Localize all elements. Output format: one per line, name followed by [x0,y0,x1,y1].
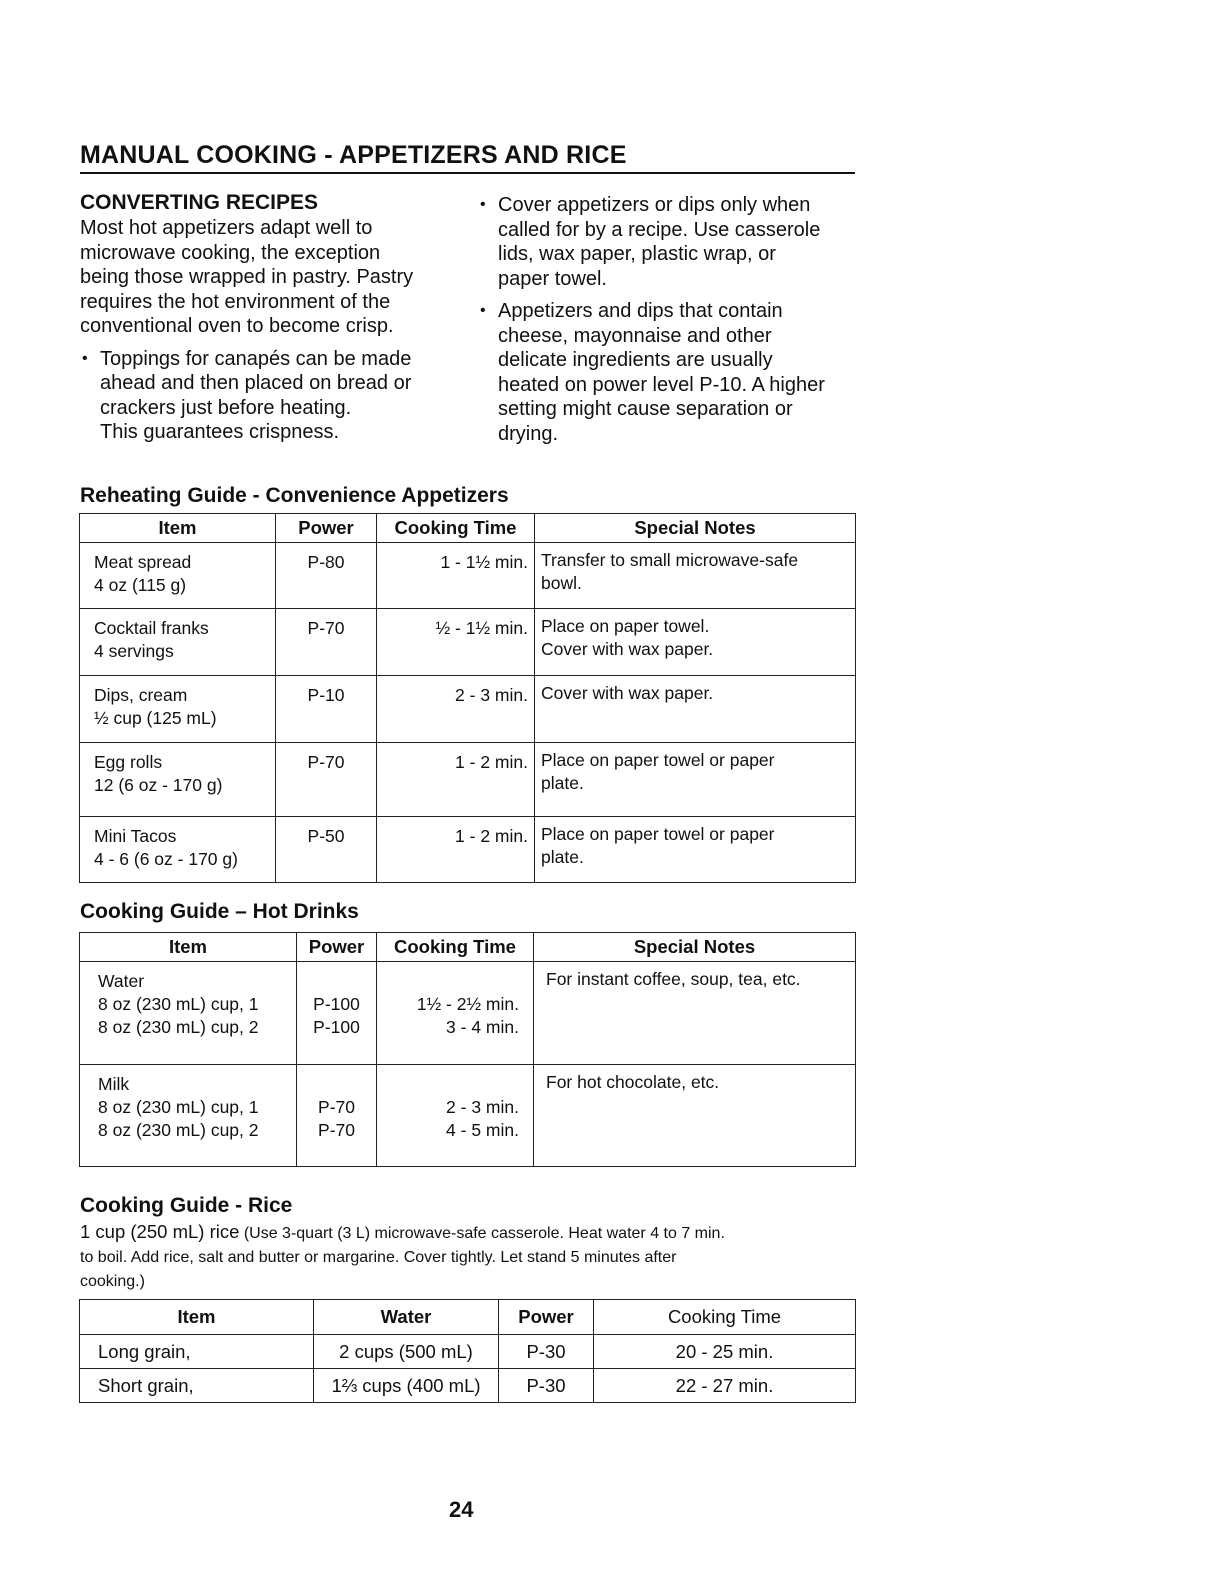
header-item: Item [80,933,297,962]
note-line: plate. [541,847,584,867]
note-line: plate. [541,773,584,793]
cooking-time: 1 - 2 min. [455,752,528,772]
header-special-notes: Special Notes [534,933,856,962]
note-line: bowl. [541,573,582,593]
bullet-line: called for by a recipe. Use casserole [498,218,821,241]
item-name: Mini Tacos [94,826,177,846]
water-amount: 2 cups (500 mL) [314,1335,499,1369]
header-cooking-time: Cooking Time [377,514,535,543]
paragraph-line: conventional oven to become crisp. [80,315,394,337]
header-special-notes: Special Notes [535,514,856,543]
item-amount: 12 (6 oz - 170 g) [94,775,223,795]
note-line: Cover with wax paper. [541,639,714,659]
table-row [80,609,856,676]
power-level: P-70 [318,1120,355,1140]
table-header-row [80,514,856,543]
bullet-line: heated on power level P-10. A higher [498,373,825,396]
drink-name: Milk [98,1074,130,1094]
cooking-time: 2 - 3 min. [446,1097,519,1117]
bullet-line: delicate ingredients are usually [498,349,773,371]
item-amount: 4 oz (115 g) [94,575,187,595]
power-level: P-100 [313,994,360,1014]
bullet-line: cheese, mayonnaise and other [498,324,772,347]
page-number: 24 [449,1497,474,1522]
power-level: P-100 [313,1017,360,1037]
rice-intro-text: (Use 3-quart (3 L) microwave-safe casserole. Heat water 4 to 7 min. [239,1225,725,1242]
table-row [80,743,856,817]
item-name: Cocktail franks [94,618,209,638]
bullet-line: ahead and then placed on bread or [100,372,412,394]
note-line: Cover with wax paper. [541,683,714,703]
item-name: Egg rolls [94,752,163,772]
header-power: Power [499,1300,594,1335]
item-name: Meat spread [94,552,192,572]
rice-intro-text: to boil. Add rice, salt and butter or margarine. Cover tightly. Let stand 5 minutes after [80,1249,677,1266]
power-level: P-70 [318,1097,355,1117]
header-item: Item [80,514,276,543]
note-line: Place on paper towel or paper [541,824,775,844]
bullet-line: crackers just before heating. [100,396,352,419]
power-level: P-70 [307,618,345,638]
header-cooking-time: Cooking Time [594,1300,856,1335]
rice-intro-text: cooking.) [80,1273,145,1290]
bullet-cover [478,193,858,291]
cooking-time: 3 - 4 min. [446,1017,519,1037]
note-line: For instant coffee, soup, tea, etc. [546,969,801,989]
header-water: Water [314,1300,499,1335]
hot-drinks-table [79,932,856,1167]
cooking-time: 1½ - 2½ min. [416,994,519,1014]
rice-intro-lead: 1 cup (250 mL) rice [80,1221,240,1242]
bullet-line: setting might cause separation or [498,398,793,420]
table-header-row [80,1300,856,1335]
bullet-line: • Appetizers and dips that contain [498,300,783,322]
power-level: P-80 [307,552,345,572]
converting-paragraph [80,216,460,339]
table-row [80,543,856,609]
header-power: Power [297,933,377,962]
bullet-line: • Cover appetizers or dips only when [498,194,811,216]
bullet-line: paper towel. [498,267,607,290]
item-amount: ½ cup (125 mL) [94,708,217,728]
cooking-time: ½ - 1½ min. [435,618,528,638]
bullet-line: This guarantees crispness. [100,421,340,443]
paragraph-line: Most hot appetizers adapt well to [80,217,373,239]
bullet-dips [478,299,858,446]
note-line: Transfer to small microwave-safe [541,550,799,570]
cooking-time: 22 - 27 min. [594,1369,856,1403]
item-amount: 4 servings [94,641,174,661]
power-level: P-70 [307,752,345,772]
table-row [80,1369,856,1403]
note-line: For hot chocolate, etc. [546,1072,720,1092]
converting-recipes-section [80,190,460,445]
page-title: MANUAL COOKING - APPETIZERS AND RICE [80,140,855,174]
bullet-line: • Toppings for canapés can be made [100,347,412,370]
cooking-time: 20 - 25 min. [594,1335,856,1369]
drink-amount: 8 oz (230 mL) cup, 2 [98,1120,259,1140]
table-row [80,1065,856,1167]
cooking-time: 1 - 1½ min. [440,552,528,572]
note-line: Place on paper towel or paper [541,750,775,770]
converting-recipes-heading: CONVERTING RECIPES [80,191,319,214]
note-line: Place on paper towel. [541,616,710,636]
paragraph-line: being those wrapped in pastry. Pastry [80,266,414,288]
rice-table [79,1299,856,1403]
item-name: Dips, cream [94,685,188,705]
header-cooking-time: Cooking Time [377,933,534,962]
reheating-guide-title: Reheating Guide - Convenience Appetizers [80,484,509,507]
bullet-toppings [80,347,460,445]
paragraph-line: requires the hot environment of the [80,290,391,313]
rice-instructions [80,1220,870,1294]
power-level: P-50 [307,826,345,846]
table-row [80,962,856,1065]
right-column-bullets [478,193,858,446]
header-power: Power [276,514,377,543]
paragraph-line: microwave cooking, the exception [80,241,381,264]
table-header-row [80,933,856,962]
rice-type: Short grain, [98,1374,194,1396]
power-level: P-30 [499,1335,594,1369]
water-amount: 1⅔ cups (400 mL) [314,1369,499,1403]
power-level: P-30 [499,1369,594,1403]
drink-amount: 8 oz (230 mL) cup, 1 [98,994,259,1014]
power-level: P-10 [307,685,345,705]
drink-amount: 8 oz (230 mL) cup, 2 [98,1017,259,1037]
drink-name: Water [98,971,145,991]
rice-guide-title: Cooking Guide - Rice [80,1194,293,1217]
bullet-line: lids, wax paper, plastic wrap, or [498,243,776,265]
table-row [80,1335,856,1369]
table-row [80,676,856,743]
hot-drinks-guide-title: Cooking Guide – Hot Drinks [80,900,359,923]
rice-type: Long grain, [98,1340,191,1362]
cooking-time: 4 - 5 min. [446,1120,519,1140]
table-row [80,817,856,883]
bullet-line: drying. [498,422,559,445]
cooking-time: 1 - 2 min. [455,826,528,846]
drink-amount: 8 oz (230 mL) cup, 1 [98,1097,259,1117]
item-amount: 4 - 6 (6 oz - 170 g) [94,849,238,869]
cooking-time: 2 - 3 min. [455,685,528,705]
header-item: Item [80,1300,314,1335]
reheating-guide-table [79,513,856,883]
